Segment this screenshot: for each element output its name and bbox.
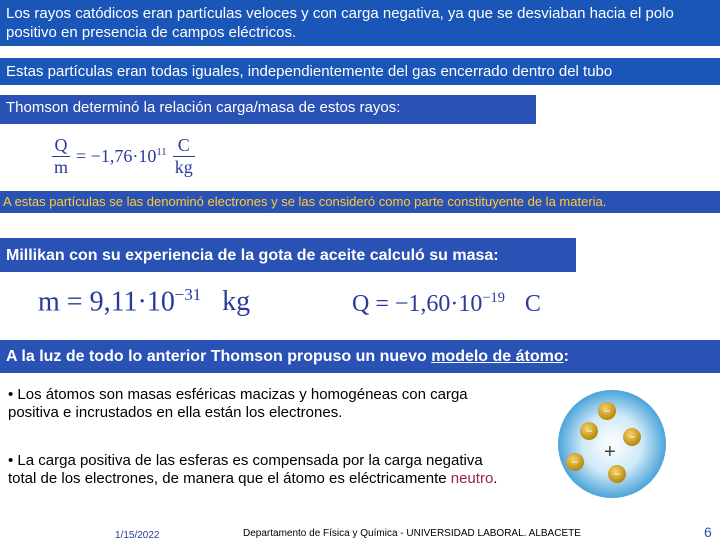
electron-1-sign: − xyxy=(603,404,611,418)
thomson-band xyxy=(0,95,536,124)
electrons-text: A estas partículas se las denominó electrones y se las consideró como parte constituyente de la materia. xyxy=(3,194,607,209)
footer-date: 1/15/2022 xyxy=(115,530,160,541)
q-symbol: Q xyxy=(54,135,68,155)
model-text-after: : xyxy=(563,348,569,365)
charge-formula-base: Q = −1,60·10 xyxy=(352,291,483,317)
model-text-before: A la luz de todo lo anterior Thomson propuso un nuevo xyxy=(6,348,432,365)
intro-text: Los rayos catódicos eran partículas veloces y con carga negativa, ya que se desviaban hacia el polo positivo en presencia de campos eléctricos. xyxy=(6,5,674,41)
m-symbol: m xyxy=(54,157,69,177)
c-unit: C xyxy=(177,135,190,155)
electron-4-sign: − xyxy=(571,455,579,469)
footer-department: Departamento de Física y Química - UNIVERSIDAD LABORAL. ALBACETE xyxy=(243,528,581,539)
q-over-m-fraction xyxy=(52,135,70,178)
electron-1 xyxy=(598,402,616,420)
charge-formula xyxy=(352,290,541,318)
neutral-word: neutro xyxy=(450,470,494,487)
bullet-solid-spheres xyxy=(8,386,498,422)
particles-band xyxy=(0,58,720,85)
c-over-kg-fraction xyxy=(173,135,195,178)
page-number: 6 xyxy=(704,524,712,540)
electrons-band xyxy=(0,191,720,213)
bullet-neutral-end: . xyxy=(493,470,498,487)
millikan-text: Millikan con su experiencia de la gota de aceite calculó su masa: xyxy=(6,247,499,264)
positive-charge-symbol: + xyxy=(604,441,616,463)
electron-3-sign: − xyxy=(628,430,636,444)
electron-5 xyxy=(608,465,626,483)
thomson-atom-icon xyxy=(556,388,668,500)
mass-formula xyxy=(38,285,250,318)
charge-mass-base: = −1,76·10 xyxy=(76,146,157,166)
particles-text: Estas partículas eran todas iguales, independientemente del gas encerrado dentro del tubo xyxy=(6,63,613,80)
bullet-neutral-charge xyxy=(8,452,498,488)
electron-5-sign: − xyxy=(613,467,621,481)
millikan-band xyxy=(0,238,576,272)
charge-formula-unit: C xyxy=(524,291,541,317)
intro-band xyxy=(0,0,720,46)
charge-mass-exponent: 11 xyxy=(156,146,167,158)
model-band xyxy=(0,340,720,373)
electron-2-sign: − xyxy=(585,424,593,438)
electron-3 xyxy=(623,428,641,446)
mass-formula-exponent: −31 xyxy=(174,285,202,304)
charge-mass-value xyxy=(76,146,167,167)
bullet-solid-spheres-text: • Los átomos son masas esféricas macizas y homogéneas con carga positiva e incrustados en ella están los electrones. xyxy=(8,386,468,421)
mass-formula-base: m = 9,11·10 xyxy=(38,286,175,318)
bullet-neutral-charge-text: • La carga positiva de las esferas es compensada por la carga negativa total de los electrones, de manera que el átomo es eléctricamente xyxy=(8,452,483,487)
charge-mass-formula xyxy=(52,135,195,178)
electron-4 xyxy=(566,453,584,471)
model-link[interactable]: modelo de átomo xyxy=(431,348,564,365)
thomson-text: Thomson determinó la relación carga/masa de estos rayos: xyxy=(6,99,401,116)
charge-formula-exponent: −19 xyxy=(482,290,505,306)
mass-formula-unit: kg xyxy=(222,286,251,318)
electron-2 xyxy=(580,422,598,440)
kg-unit: kg xyxy=(174,157,193,177)
